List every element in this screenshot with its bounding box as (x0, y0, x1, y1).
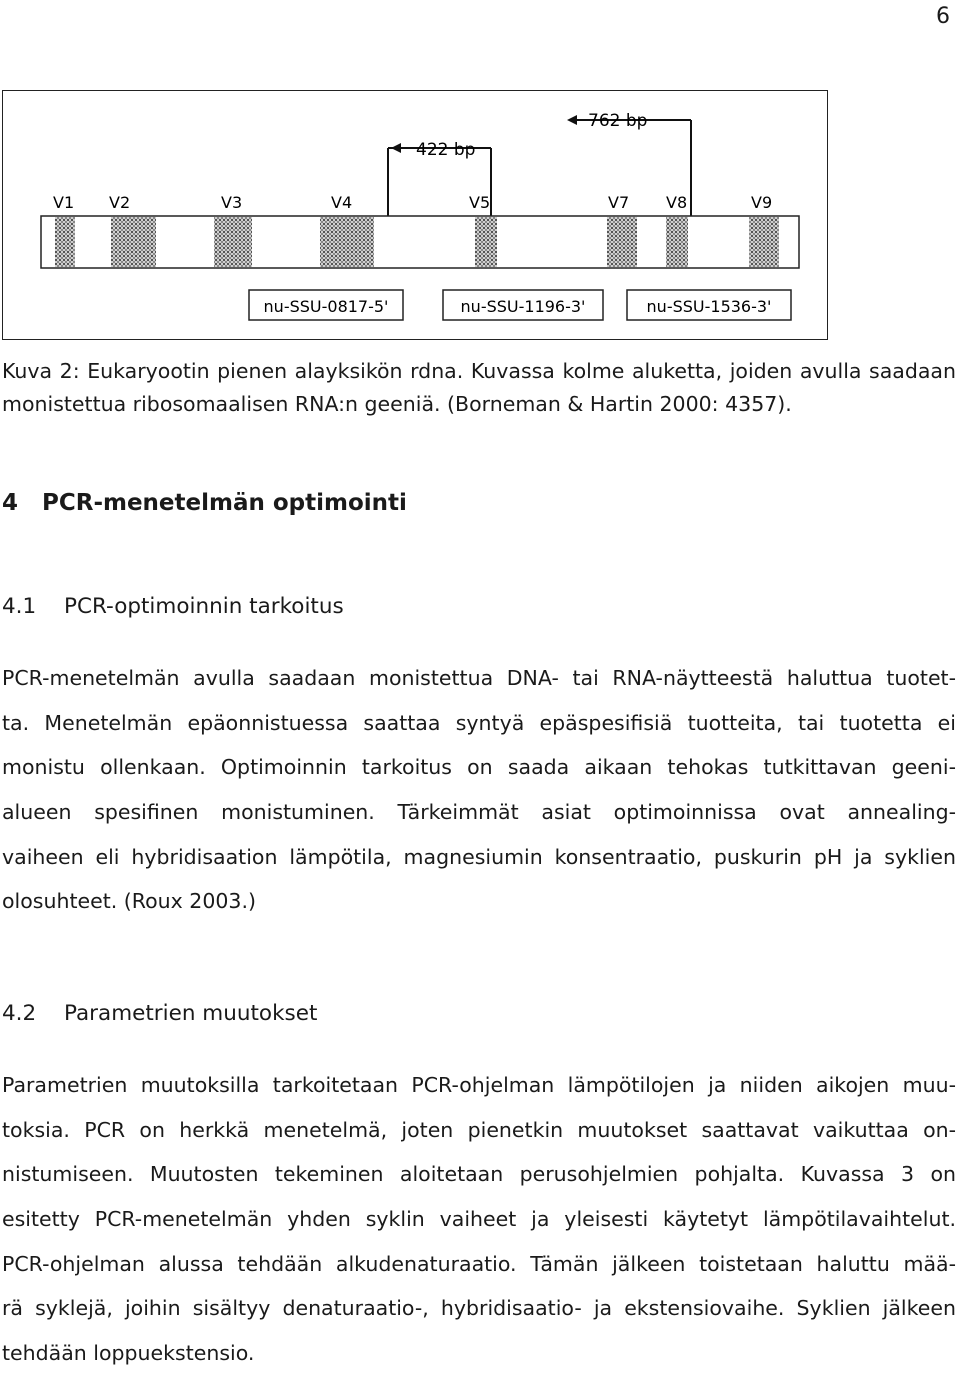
region-v2 (111, 217, 156, 267)
rdna-figure (2, 90, 828, 340)
section-number: 4.2 (2, 1001, 37, 1026)
paragraph-line: ta. Menetelmän epäonnistuessa saattaa syntyä epäspesifisiä tuotteita, tai tuotetta ei (2, 710, 956, 735)
figure-caption: Kuva 2: Eukaryootin pienen alayksikön rdna. Kuvassa kolme aluketta, joiden avulla saadaan monistettua ribosomaalisen RNA:n geeniä. (Borneman & Hartin 2000: 4357). (2, 359, 956, 416)
paragraph-line: olosuhteet. (Roux 2003.) (2, 889, 256, 914)
chapter-number: 4 (2, 490, 19, 516)
section-title: PCR-optimoinnin tarkoitus (64, 594, 344, 619)
paragraph-line: tehdään loppuekstensio. (2, 1341, 255, 1366)
primer-label-1536: nu-SSU-1536-3' (646, 297, 772, 316)
chapter-title: PCR-menetelmän optimointi (42, 490, 407, 516)
paragraph-line: esitetty PCR-menetelmän yhden syklin vaiheet ja yleisesti käytetyt lämpötilavaihtelut. (2, 1207, 956, 1232)
region-label-v8: V8 (666, 193, 688, 212)
chapter-heading (2, 490, 407, 516)
paragraph-line: alueen spesifinen monistuminen. Tärkeimmät asiat optimoinnissa ovat annealing- (2, 800, 956, 825)
region-v9 (749, 217, 779, 267)
region-label-v2: V2 (109, 193, 131, 212)
primer-label-0817: nu-SSU-0817-5' (263, 297, 389, 316)
rdna-diagram (3, 91, 829, 341)
paragraph-line: PCR-ohjelman alussa tehdään alkudenaturaatio. Tämän jälkeen toistetaan haluttu mää- (2, 1251, 956, 1276)
paragraph-line: PCR-menetelmän avulla saadaan monistettua DNA- tai RNA-näytteestä haluttua tuotet- (2, 666, 956, 690)
paragraph-1 (2, 656, 956, 924)
region-v3 (214, 217, 252, 267)
paragraph-line: rä syklejä, joihin sisältyy denaturaatio-, hybridisaatio- ja ekstensiovaihe. Syklien jälkeen (2, 1296, 956, 1321)
region-label-v5: V5 (469, 193, 491, 212)
paragraph-line: nistumiseen. Muutosten tekeminen aloitetaan perusohjelmien pohjalta. Kuvassa 3 on (2, 1162, 956, 1187)
arrow-762-head (567, 115, 577, 125)
region-label-v3: V3 (221, 193, 243, 212)
region-label-v7: V7 (608, 193, 630, 212)
paragraph-line: toksia. PCR on herkkä menetelmä, joten pienetkin muutokset saattavat vaikuttaa on- (2, 1117, 956, 1142)
region-v4 (320, 217, 374, 267)
region-label-v9: V9 (751, 193, 773, 212)
region-v8 (666, 217, 688, 267)
label-762bp: 762 bp (588, 111, 648, 131)
primer-label-1196: nu-SSU-1196-3' (460, 297, 586, 316)
region-label-v1: V1 (53, 193, 75, 212)
section-title: Parametrien muutokset (64, 1001, 318, 1026)
section-number: 4.1 (2, 594, 37, 619)
label-422bp: 422 bp (416, 140, 476, 160)
paragraph-2 (2, 1063, 956, 1376)
paragraph-line: Parametrien muutoksilla tarkoitetaan PCR-ohjelman lämpötilojen ja niiden aikojen muu- (2, 1073, 956, 1097)
paragraph-line: vaiheen eli hybridisaation lämpötila, magnesiumin konsentraatio, puskurin pH ja syklien (2, 844, 956, 869)
section-heading-4-2 (2, 1001, 317, 1026)
paragraph-line: monistu ollenkaan. Optimoinnin tarkoitus on saada aikaan tehokas tutkittavan geeni- (2, 755, 956, 780)
section-heading-4-1 (2, 594, 344, 619)
page-number: 6 (936, 4, 950, 29)
region-label-v4: V4 (331, 193, 353, 212)
region-v1 (55, 217, 75, 267)
region-v5 (475, 217, 497, 267)
region-v7 (607, 217, 637, 267)
